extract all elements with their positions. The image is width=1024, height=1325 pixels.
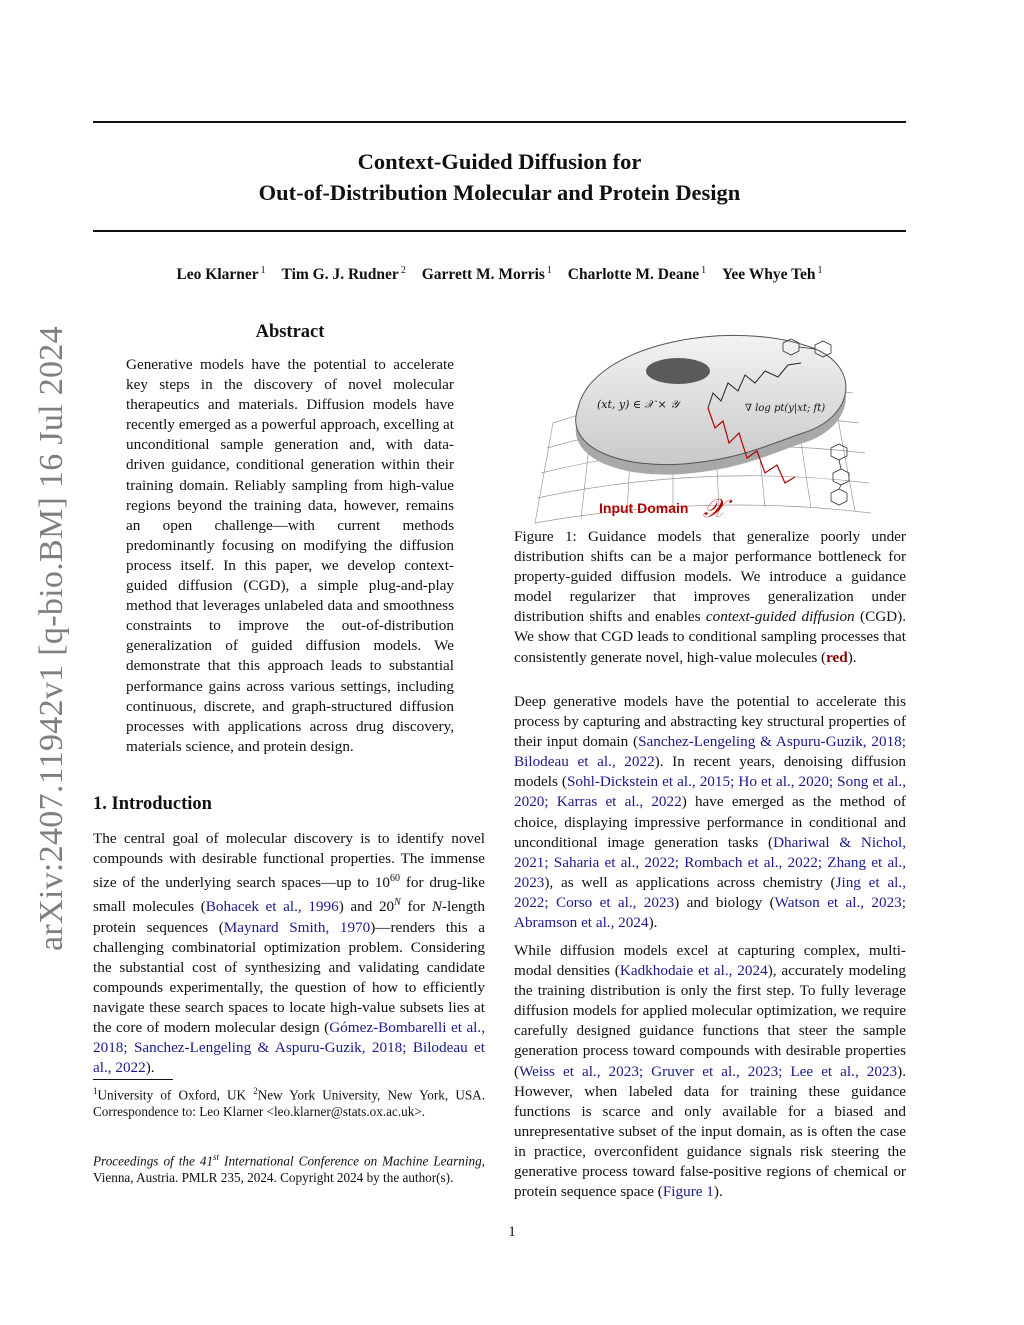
page-number: 1 bbox=[508, 1224, 516, 1240]
author: Charlotte M. Deane $^1$ bbox=[567, 265, 707, 284]
paper-title bbox=[93, 146, 906, 208]
author: Leo Klarner $^1$ bbox=[176, 265, 266, 284]
title-top-rule bbox=[93, 121, 906, 123]
input-domain-symbol: 𝒳 bbox=[703, 494, 726, 524]
author: Yee Whye Teh $^1$ bbox=[721, 265, 823, 284]
title-bottom-rule bbox=[93, 230, 906, 232]
citation-link[interactable]: Watson et al., 2023; Abramson et al., 2024 bbox=[514, 893, 906, 932]
figure-1-illustration bbox=[533, 333, 873, 533]
citation-link[interactable]: Weiss et al., 2023; Gruver et al., 2023; Lee et al., 2023 bbox=[519, 1062, 898, 1080]
citation-link[interactable]: Maynard Smith, 1970 bbox=[223, 918, 371, 936]
figure-caption: Figure 1: Guidance models that generalize poorly under distribution shifts can be a major performance bottleneck for property-guided diffusion models. We introduce a guidance model regularizer that improves generalization under distribution shifts and enables context-guided diffusion (CGD). We show that CGD leads to conditional sampling processes that consistently generate novel, high-value molecules (red). bbox=[514, 528, 906, 666]
affiliation-footnote: $^1$University of Oxford, UK $^2$New York University, New York, USA. Correspondence to: Leo Klarner <leo.klarner@stats.ox.ac.uk>. bbox=[93, 1086, 485, 1120]
arxiv-stamp: arXiv:2407.11942v1 [q-bio.BM] 16 Jul 2024 bbox=[33, 326, 70, 951]
trajectory-equation-left: (xt, y) ∈ 𝒳 × 𝒴 bbox=[597, 398, 679, 411]
figure-reference-link[interactable]: Figure 1 bbox=[662, 1183, 714, 1201]
abstract-text: Generative models have the potential to accelerate key steps in the discovery of novel molecular therapeutics and materials. Diffusion models have recently emerged as a powerful approach, excelling at unconditional sample generation and, with data-driven guidance, conditional generation within their training domain. Reliably sampling from high-value regions beyond the training data, however, remains an open challenge—with current methods predominantly focusing on modifying the diffusion process itself. In this paper, we develop context-guided diffusion (CGD), a simple plug-and-play method that leverages unlabeled data and smoothness constraints to improve the out-of-distribution generalization of guided diffusion models. We demonstrate that this approach leads to substantial performance gains across various settings, including continuous, discrete, and graph-structured diffusion processes with applications across drug discovery, materials science, and protein design. bbox=[126, 356, 454, 755]
author: Tim G. J. Rudner $^2$ bbox=[281, 265, 406, 284]
manifold-hole bbox=[646, 358, 710, 384]
intro-paragraph: The central goal of molecular discovery is to identify novel compounds with desirable functional properties. The immense size of the underlying search spaces—up to $10^{60}$ for drug-like small molecules (Bohacek et al., 1996) and $20^N$ for N-length protein sequences (Maynard Smith, 1970)—renders this a challenging combinatorial optimization problem. Considering the substantial cost of synthesizing and validating candidate compounds experimentally, the question of how to efficiently navigate these search spaces to locate high-value subsets lies at the core of modern molecular design (Gómez-Bombarelli et al., 2018; Sanchez-Lengeling & Aspuru-Guzik, 2018; Bilodeau et al., 2022). bbox=[93, 830, 485, 1077]
proceedings-footnote: Proceedings of the 41st International Conference on Machine Learning, Vienna, Austria. PMLR 235, 2024. Copyright 2024 by the author(s). bbox=[93, 1152, 485, 1186]
citation-link[interactable]: Sohl-Dickstein et al., 2015; Ho et al., 2020; Song et al., 2020; Karras et al., 2022 bbox=[514, 773, 906, 811]
section-heading: 1. Introduction bbox=[93, 794, 212, 814]
author: Garrett M. Morris $^1$ bbox=[421, 265, 552, 284]
citation-link[interactable]: Bohacek et al., 1996 bbox=[205, 898, 339, 916]
citation-link[interactable]: Gómez-Bombarelli et al., 2018; Sanchez-Lengeling & Aspuru-Guzik, 2018; Bilodeau et al., 2022 bbox=[93, 1018, 485, 1077]
citation-link[interactable]: Dhariwal & Nichol, 2021; Saharia et al., 2022; Rombach et al., 2022; Zhang et al., 2023 bbox=[514, 833, 906, 891]
author-list bbox=[93, 265, 906, 284]
title-line-2: Out-of-Distribution Molecular and Protein Design bbox=[258, 180, 741, 205]
red-highlight: red bbox=[826, 648, 848, 666]
abstract-heading: Abstract bbox=[255, 322, 325, 342]
right-paragraph-2: While diffusion models excel at capturing complex, multi-modal densities (Kadkhodaie et al., 2024), accurately modeling the training distribution is only the first step. To fully leverage diffusion models for applied molecular optimization, we require carefully designed guidance functions that steer the sample generation process toward compounds with desirable properties (Weiss et al., 2023; Gruver et al., 2023; Lee et al., 2023). However, when labeled data for training these guidance functions is scarce and only available for a biased and unrepresentative subset of the input domain, as is often the case in practice, overconfident guidance signals risk steering the generative process toward false-positive regions of chemical or protein sequence space (Figure 1). bbox=[514, 942, 906, 1201]
title-line-1: Context-Guided Diffusion for bbox=[357, 149, 642, 174]
gradient-equation-right: ∇ log pt(y|xt; ft) bbox=[745, 403, 826, 414]
citation-link[interactable]: Sanchez-Lengeling & Aspuru-Guzik, 2018; Bilodeau et al., 2022 bbox=[514, 733, 906, 771]
right-paragraph-1: Deep generative models have the potential to accelerate this process by capturing and abstracting key structural properties of their input domain (Sanchez-Lengeling & Aspuru-Guzik, 2018; Bilodeau et al., 2022). In recent years, denoising diffusion models (Sohl-Dickstein et al., 2015; Ho et al., 2020; Song et al., 2020; Karras et al., 2022) have emerged as the method of choice, displaying impressive performance in conditional and unconditional image generation tasks (Dhariwal & Nichol, 2021; Saharia et al., 2022; Rombach et al., 2022; Zhang et al., 2023), as well as applications across chemistry (Jing et al., 2022; Corso et al., 2023) and biology (Watson et al., 2023; Abramson et al., 2024). bbox=[514, 693, 906, 932]
input-domain-label: Input Domain bbox=[599, 500, 689, 516]
citation-link[interactable]: Jing et al., 2022; Corso et al., 2023 bbox=[514, 873, 906, 911]
footnote-rule bbox=[93, 1079, 173, 1080]
citation-link[interactable]: Kadkhodaie et al., 2024 bbox=[619, 962, 768, 980]
